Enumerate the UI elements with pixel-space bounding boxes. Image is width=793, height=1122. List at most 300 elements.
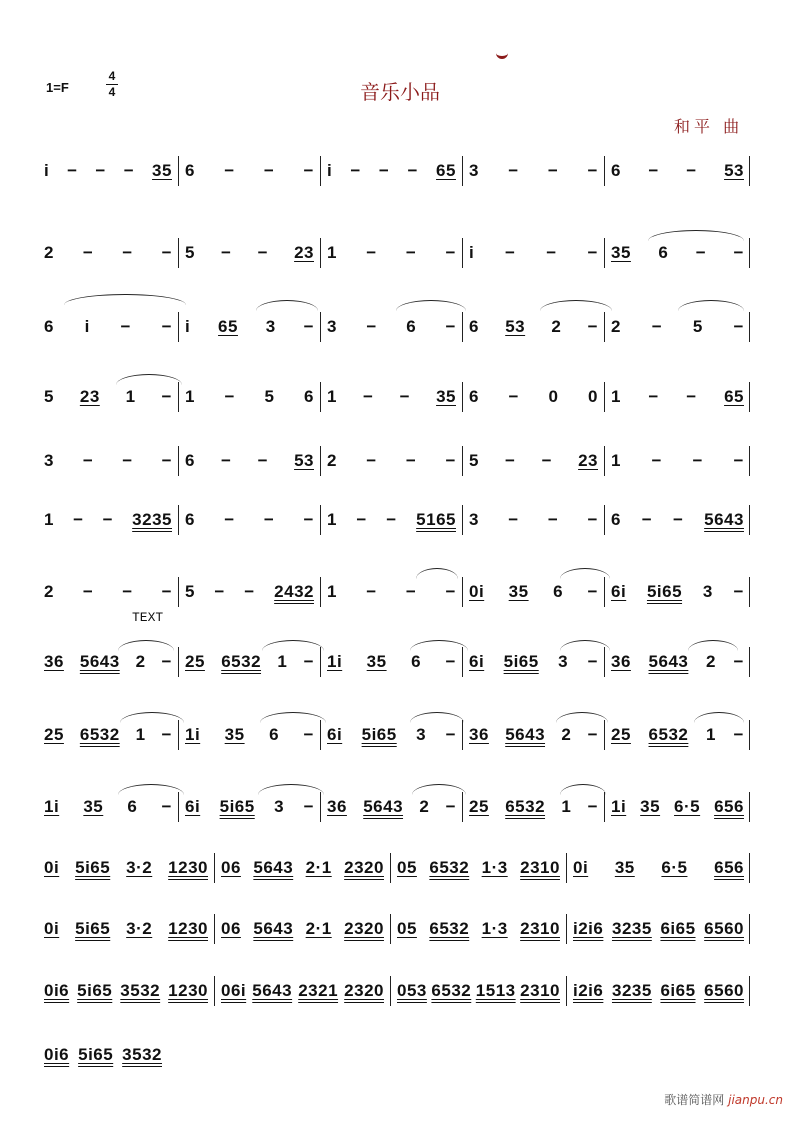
note-group: 1 (327, 582, 337, 601)
measure (38, 382, 178, 412)
note-group: − (82, 451, 94, 470)
note-group: 5i65 (75, 919, 111, 938)
note-group: 05 (397, 919, 417, 938)
note-group: 2 (611, 317, 621, 336)
measure (178, 720, 320, 750)
note-group: 3 (469, 161, 479, 180)
slur-arc (678, 300, 744, 311)
note-group: 1i (611, 797, 627, 816)
note-group: 0i (44, 919, 60, 938)
measure (462, 505, 604, 535)
note-group: i (185, 317, 191, 336)
note-group: − (508, 161, 519, 180)
note-group: − (505, 243, 516, 262)
note-group: 5i65 (77, 981, 113, 1000)
slur-arc (260, 712, 326, 723)
measure (604, 720, 750, 750)
note-group: 25 (611, 725, 631, 744)
end-barline (749, 720, 750, 750)
note-group: i2i6 (573, 919, 604, 938)
note-group: − (587, 797, 598, 816)
note-group: 06 (221, 919, 241, 938)
measure (320, 720, 462, 750)
note-group: 3 (44, 451, 54, 470)
measure (38, 914, 214, 944)
measure (462, 720, 604, 750)
note-group: 2310 (520, 858, 560, 877)
note-group: 25 (185, 652, 205, 671)
measure (38, 446, 178, 476)
measure (320, 577, 462, 607)
slur-arc (410, 712, 464, 723)
note-group: − (67, 161, 78, 180)
measure (462, 156, 604, 186)
note-group: − (161, 243, 172, 262)
meter-bottom: 4 (108, 85, 116, 99)
measure (390, 853, 566, 883)
note-group: − (224, 387, 235, 406)
score-row (38, 577, 750, 607)
note-group: 1i (44, 797, 60, 816)
note-group: 0i (573, 858, 589, 877)
note-group: 6 (185, 451, 195, 470)
note-group: 35 (366, 652, 387, 671)
note-group: 53 (505, 317, 526, 336)
note-group: 3 (702, 582, 713, 601)
note-group: − (405, 243, 417, 262)
note-group: 6i65 (660, 919, 696, 938)
note-group: − (651, 451, 662, 470)
slur-arc (540, 300, 612, 311)
note-group: − (102, 510, 114, 529)
measure (604, 505, 750, 535)
note-group: 6·5 (661, 858, 688, 877)
note-group: 1513 (475, 981, 516, 1000)
note-group: − (686, 161, 697, 180)
measure (178, 238, 320, 268)
note-group: 0i (469, 582, 485, 601)
note-group: 35 (224, 725, 245, 744)
note-group: − (82, 243, 94, 262)
note-group: 5i65 (75, 858, 111, 877)
note-group: − (303, 652, 314, 671)
measure (320, 647, 462, 677)
note-group: − (541, 451, 552, 470)
note-group: 2 (705, 652, 716, 671)
note-group: 3 (265, 317, 276, 336)
note-group: 6 (611, 510, 621, 529)
note-group: 3 (327, 317, 337, 336)
note-group: 3532 (122, 1045, 162, 1064)
measure (38, 976, 214, 1006)
note-group: 3235 (132, 510, 172, 529)
note-group: − (587, 582, 598, 601)
note-group: 23 (294, 243, 314, 262)
note-group: 6532 (431, 981, 472, 1000)
watermark-url: jianpu.cn (728, 1093, 783, 1107)
note-group: − (587, 510, 598, 529)
note-group: 5165 (416, 510, 456, 529)
note-group: 0i6 (44, 981, 70, 1000)
note-group: − (445, 451, 456, 470)
note-group: − (263, 510, 275, 529)
note-group: 6 (185, 510, 195, 529)
measure (38, 505, 178, 535)
note-group: − (733, 451, 744, 470)
note-group: 6 (411, 652, 422, 671)
note-group: 1 (611, 387, 621, 406)
slur-arc (694, 712, 744, 723)
measure (462, 238, 604, 268)
note-group: − (303, 317, 314, 336)
measure (38, 853, 214, 883)
note-group: − (547, 510, 559, 529)
note-group: − (122, 582, 133, 601)
note-group: 1230 (168, 981, 208, 1000)
measure (178, 792, 320, 822)
note-group: 2310 (520, 919, 560, 938)
note-group: 65 (218, 317, 238, 336)
note-group: 3235 (611, 981, 652, 1000)
note-group: 53 (724, 161, 744, 180)
note-group: 5i65 (78, 1045, 114, 1064)
note-group: 23 (79, 387, 100, 406)
note-group: 3 (558, 652, 569, 671)
note-group: − (356, 510, 367, 529)
note-group: 1 (327, 387, 337, 406)
note-group: 5643 (704, 510, 744, 529)
note-group: 5643 (79, 652, 120, 671)
score-row (38, 976, 750, 1006)
note-group: − (350, 161, 361, 180)
end-barline (749, 505, 750, 535)
note-group: 5 (264, 387, 275, 406)
end-barline (749, 382, 750, 412)
note-group: 5 (469, 451, 479, 470)
note-group: 36 (611, 652, 631, 671)
page-title: 音乐小品 (360, 80, 440, 104)
slur-arc (120, 712, 184, 723)
note-group: 5 (44, 387, 54, 406)
note-group: 1 (125, 387, 136, 406)
note-group: − (363, 387, 374, 406)
note-group: 2 (561, 725, 572, 744)
note-group: 2 (419, 797, 430, 816)
note-group: − (224, 510, 235, 529)
note-group: i (327, 161, 333, 180)
note-group: 5643 (253, 919, 294, 938)
note-group: − (386, 510, 397, 529)
measure (320, 382, 462, 412)
note-group: 6532 (429, 919, 470, 938)
end-barline (749, 238, 750, 268)
note-group: 5i65 (646, 582, 683, 601)
note-group: 3 (274, 797, 285, 816)
note-group: 3·2 (126, 919, 153, 938)
note-group: 35 (611, 243, 631, 262)
measure (604, 792, 750, 822)
measure (566, 976, 750, 1006)
note-group: − (224, 161, 235, 180)
note-group: − (161, 387, 172, 406)
measure (178, 647, 320, 677)
note-group: 6i (611, 582, 627, 601)
note-group: 2321 (298, 981, 339, 1000)
score-row (38, 792, 750, 822)
note-group: − (95, 161, 106, 180)
note-group: 1 (44, 510, 54, 529)
note-group: − (161, 317, 172, 336)
end-barline (749, 446, 750, 476)
note-group: 1 (327, 510, 337, 529)
note-group: 2·1 (305, 858, 332, 877)
slur-arc (262, 640, 324, 651)
note-group: 25 (469, 797, 489, 816)
measure (38, 312, 178, 342)
note-group: 36 (469, 725, 489, 744)
note-group: − (692, 451, 703, 470)
note-group: 0i6 (44, 1045, 70, 1064)
note-group: − (378, 161, 390, 180)
note-group: 5 (185, 582, 195, 601)
note-group: 5i65 (219, 797, 255, 816)
note-group: 6532 (221, 652, 262, 671)
note-group: 1i (185, 725, 201, 744)
measure (462, 382, 604, 412)
end-barline (749, 577, 750, 607)
note-group: 6532 (429, 858, 470, 877)
note-group: 06 (221, 858, 241, 877)
note-group: − (508, 510, 519, 529)
note-group: 1 (327, 243, 337, 262)
measure (604, 238, 750, 268)
note-group: 6 (611, 161, 621, 180)
note-group: − (445, 725, 456, 744)
note-group: − (161, 797, 172, 816)
note-group: i (84, 317, 90, 336)
note-group: − (161, 582, 172, 601)
note-group: 1230 (168, 919, 208, 938)
note-group: 6560 (704, 981, 744, 1000)
note-group: − (221, 451, 232, 470)
slur-arc (648, 230, 744, 241)
end-barline (749, 312, 750, 342)
note-group: 23 (578, 451, 598, 470)
watermark-site-name: 歌谱简谱网 (664, 1093, 725, 1107)
note-group: 5643 (363, 797, 404, 816)
note-group: 1 (185, 387, 195, 406)
note-group: − (82, 582, 94, 601)
measure (390, 976, 566, 1006)
note-group: − (366, 451, 377, 470)
note-group: 36 (327, 797, 347, 816)
measure (38, 1040, 168, 1070)
note-group: 0 (588, 387, 598, 406)
note-group: 6560 (704, 919, 744, 938)
measure (178, 446, 320, 476)
note-group: 2320 (344, 919, 384, 938)
key-signature: 1=F (46, 80, 69, 95)
note-group: 6 (406, 317, 417, 336)
slur-arc (416, 568, 458, 579)
note-group: − (587, 725, 598, 744)
note-group: − (445, 582, 456, 601)
note-group: − (257, 243, 268, 262)
note-group: 0 (548, 387, 559, 406)
note-group: 656 (714, 797, 744, 816)
note-group: 5643 (253, 858, 294, 877)
note-group: − (399, 387, 410, 406)
note-group: i (469, 243, 475, 262)
note-group: − (445, 797, 456, 816)
note-group: − (546, 243, 557, 262)
measure (462, 446, 604, 476)
note-group: − (648, 161, 659, 180)
slur-arc (560, 568, 610, 579)
note-group: − (445, 652, 456, 671)
measure (178, 577, 320, 607)
note-group: 35 (436, 387, 456, 406)
note-group: 6 (44, 317, 54, 336)
score-row (38, 853, 750, 883)
note-group: 5 (185, 243, 195, 262)
measure (38, 647, 178, 677)
note-group: 6i65 (660, 981, 696, 1000)
note-group: 6532 (79, 725, 120, 744)
note-group: − (695, 243, 707, 262)
note-group: 5i65 (503, 652, 539, 671)
note-group: − (366, 317, 377, 336)
note-group: − (733, 243, 744, 262)
note-group: − (303, 510, 314, 529)
measure (462, 312, 604, 342)
note-group: 6 (127, 797, 138, 816)
end-barline (749, 914, 750, 944)
slur-arc (116, 374, 182, 385)
note-group: 1230 (168, 858, 208, 877)
note-group: − (405, 451, 417, 470)
note-group: − (122, 243, 133, 262)
note-group: 65 (724, 387, 744, 406)
note-group: − (214, 582, 225, 601)
note-group: − (161, 725, 172, 744)
measure (566, 853, 750, 883)
measure (462, 792, 604, 822)
note-group: 2 (551, 317, 562, 336)
note-group: − (161, 451, 172, 470)
measure (214, 853, 390, 883)
note-group: i2i6 (573, 981, 604, 1000)
slur-arc (560, 784, 606, 795)
note-group: 2 (44, 243, 54, 262)
annotation-text: TEXT (132, 610, 164, 625)
note-group: − (587, 652, 598, 671)
note-group: 3·2 (126, 858, 153, 877)
slur-arc (256, 300, 318, 311)
slur-arc (118, 784, 184, 795)
measure (320, 505, 462, 535)
measure (604, 312, 750, 342)
note-group: − (405, 582, 417, 601)
note-group: − (651, 317, 663, 336)
measure (320, 312, 462, 342)
measure (38, 792, 178, 822)
measure (320, 238, 462, 268)
note-group: − (366, 243, 377, 262)
note-group: 65 (436, 161, 456, 180)
measure (178, 505, 320, 535)
measure (38, 156, 178, 186)
score-row (38, 1040, 750, 1070)
note-group: 35 (508, 582, 529, 601)
note-group: 6 (304, 387, 314, 406)
note-group: − (73, 510, 84, 529)
score-row (38, 446, 750, 476)
score-row (38, 238, 750, 268)
note-group: 6 (469, 317, 479, 336)
note-group: − (244, 582, 255, 601)
note-group: − (641, 510, 653, 529)
meter-top: 4 (108, 69, 116, 83)
measure (320, 792, 462, 822)
score-row (38, 720, 750, 750)
measure (566, 914, 750, 944)
slur-arc (64, 294, 186, 305)
measure (604, 647, 750, 677)
note-group: 6i (185, 797, 201, 816)
note-group: 5643 (648, 652, 689, 671)
note-group: 06i (221, 981, 247, 1000)
measure (214, 976, 390, 1006)
note-group: 5 (692, 317, 703, 336)
measure (38, 238, 178, 268)
note-group: − (733, 582, 744, 601)
measure (178, 156, 320, 186)
slur-arc (410, 640, 468, 651)
note-group: − (505, 451, 516, 470)
note-group: 3 (416, 725, 427, 744)
note-group: 2 (44, 582, 54, 601)
note-group: − (122, 451, 133, 470)
note-group: 3532 (120, 981, 161, 1000)
note-group: 1 (611, 451, 621, 470)
note-group: 1 (561, 797, 572, 816)
note-group: − (257, 451, 268, 470)
measure (462, 577, 604, 607)
measure (604, 156, 750, 186)
measure (390, 914, 566, 944)
note-group: − (648, 387, 659, 406)
end-barline (749, 156, 750, 186)
note-group: − (445, 243, 456, 262)
note-group: 6 (553, 582, 564, 601)
slur-arc (412, 784, 466, 795)
slur-arc (258, 784, 324, 795)
note-group: − (366, 582, 377, 601)
note-group: 1i (327, 652, 343, 671)
note-group: 36 (44, 652, 64, 671)
measure (462, 647, 604, 677)
note-group: − (221, 243, 232, 262)
score-row (38, 647, 750, 677)
note-group: 2320 (344, 981, 384, 1000)
note-group: 2320 (344, 858, 384, 877)
watermark (664, 1091, 783, 1108)
end-barline (749, 647, 750, 677)
note-group: 05 (397, 858, 417, 877)
note-group: − (547, 161, 559, 180)
ornament-mark (496, 50, 508, 59)
